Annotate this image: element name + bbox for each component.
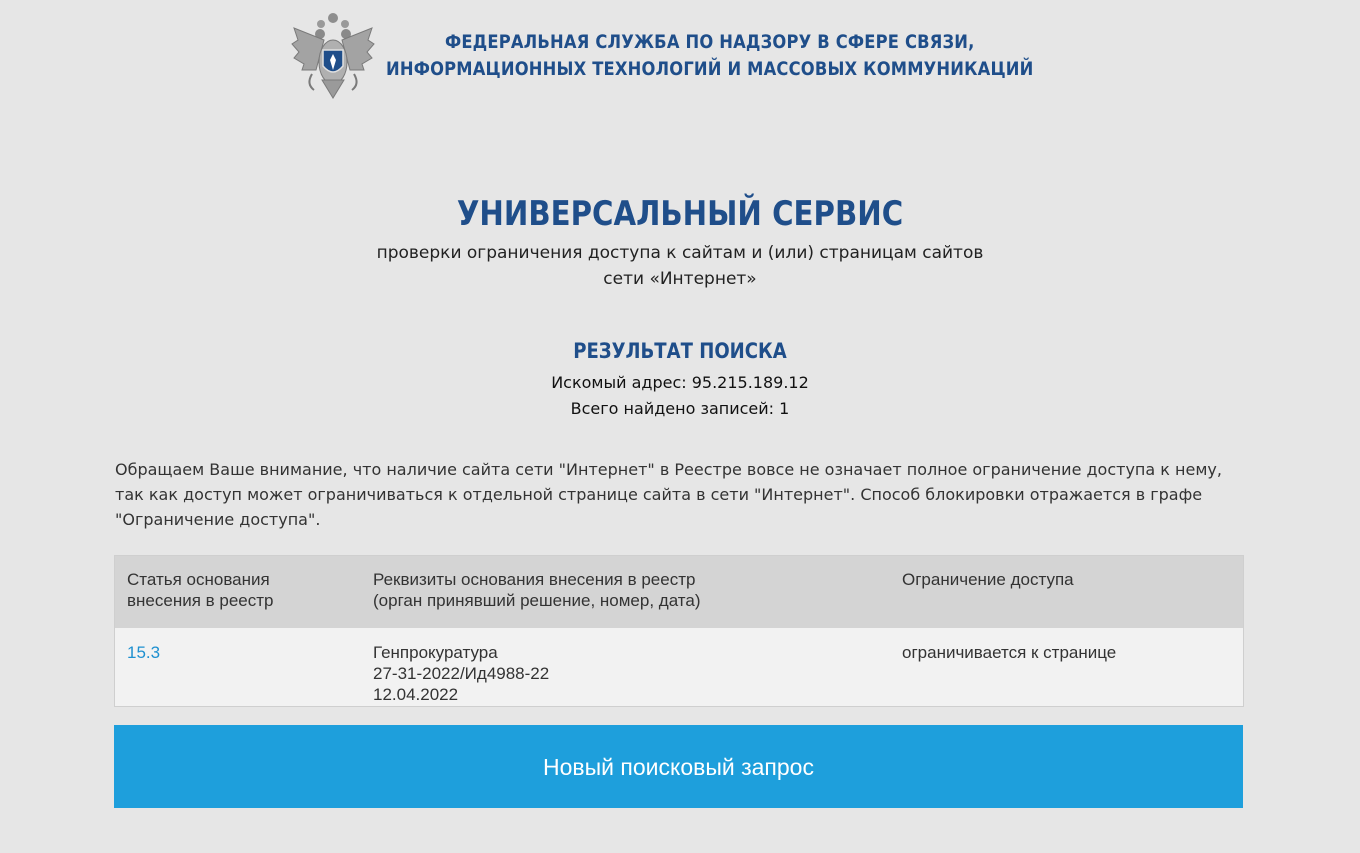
service-subtitle-line-2: сети «Интернет» [603,269,757,289]
column-header-restriction: Ограничение доступа [902,570,1074,589]
agency-name-line-2: ИНФОРМАЦИОННЫХ ТЕХНОЛОГИЙ И МАССОВЫХ КОММУНИКАЦИЙ [386,58,1034,80]
results-table [114,555,1244,707]
records-count: Всего найдено записей: 1 [570,399,790,418]
column-header-details: Реквизиты основания внесения в реестр (орган принявший решение, номер, дата) [373,570,701,610]
table-row [115,628,1243,706]
service-subtitle [0,240,1360,292]
table-header-row [115,556,1243,628]
agency-name [386,29,1033,83]
service-title: УНИВЕРСАЛЬНЫЙ СЕРВИС [456,194,904,234]
searched-address: Искомый адрес: 95.215.189.12 [551,373,809,392]
column-header-article: Статья основания внесения в реестр [127,570,274,610]
double-headed-eagle-emblem-icon [290,10,376,102]
agency-name-line-1: ФЕДЕРАЛЬНАЯ СЛУЖБА ПО НАДЗОРУ В СФЕРЕ СВЯЗИ, [444,31,975,53]
service-subtitle-line-1: проверки ограничения доступа к сайтам и (или) страницам сайтов [376,243,984,263]
new-search-button[interactable]: Новый поисковый запрос [114,725,1243,808]
cell-article [115,628,361,706]
cell-details: Генпрокуратура 27-31-2022/Ид4988-22 12.04.2022 [373,643,550,704]
result-title: РЕЗУЛЬТАТ ПОИСКА [573,339,787,363]
article-link[interactable]: 15.3 [127,643,161,662]
cell-restriction: ограничивается к странице [902,643,1117,662]
notice-text: Обращаем Ваше внимание, что наличие сайта сети "Интернет" в Реестре вовсе не означает полное ограничение доступа к нему, так как доступ может ограничиваться к отдельной странице сайта в сети "Интернет". Способ блокировки отражается в графе "Ограничение доступа". [115,460,1222,529]
site-header [290,8,1070,104]
